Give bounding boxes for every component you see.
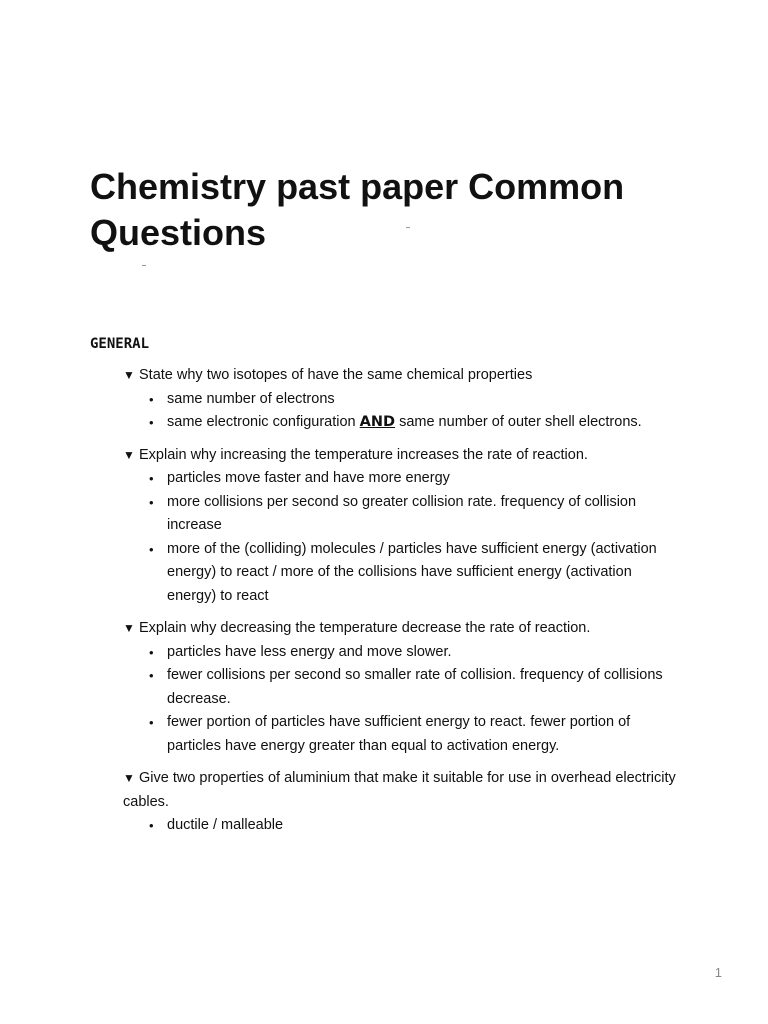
answer-text: more of the (colliding) molecules / particles have sufficient energy (activation energy) to react / more of the collisions have sufficient energy (activation energy) to react xyxy=(167,540,657,604)
answer-list xyxy=(0,641,768,759)
answer-text: particles have less energy and move slower. xyxy=(167,643,452,660)
answer-item xyxy=(149,664,678,711)
answer-item xyxy=(149,491,678,538)
triangle-down-icon: ▼ xyxy=(123,771,135,785)
question-text: Give two properties of aluminium that make it suitable for use in overhead electricity cables. xyxy=(123,770,676,810)
answer-text: same number of electrons xyxy=(167,390,335,407)
triangle-down-icon: ▼ xyxy=(123,368,135,382)
question-text: Explain why increasing the temperature increases the rate of reaction. xyxy=(139,446,588,463)
question-item xyxy=(123,767,678,814)
bullet-icon: • xyxy=(149,715,154,730)
answer-list xyxy=(0,388,768,435)
question-text: Explain why decreasing the temperature decrease the rate of reaction. xyxy=(139,620,591,636)
answer-item xyxy=(149,467,678,491)
answer-text: same electronic configuration xyxy=(167,414,360,430)
answer-text: particles move faster and have more energy xyxy=(167,470,450,486)
answer-item xyxy=(149,538,678,609)
answer-item xyxy=(149,641,678,665)
answer-item xyxy=(149,388,678,412)
keyword-and: AND xyxy=(359,414,396,430)
scan-speck xyxy=(142,265,146,266)
bullet-icon: • xyxy=(149,668,154,683)
bullet-icon: • xyxy=(149,644,154,660)
answer-text: fewer portion of particles have sufficient energy to react. fewer portion of particles have energy greater than equal to activation energy. xyxy=(167,714,631,754)
triangle-down-icon: ▼ xyxy=(123,621,135,635)
question-item xyxy=(123,364,678,388)
question-item xyxy=(123,444,678,468)
answer-list xyxy=(0,814,768,838)
answer-text: more collisions per second so greater collision rate. frequency of collision increase xyxy=(167,493,637,533)
answer-item xyxy=(149,411,678,435)
question-text: State why two isotopes of have the same chemical properties xyxy=(139,367,533,383)
question-item xyxy=(123,617,678,641)
bullet-icon: • xyxy=(149,471,154,486)
bullet-icon: • xyxy=(149,415,154,430)
section-heading: GENERAL xyxy=(90,336,150,352)
scan-speck xyxy=(406,227,410,228)
answer-item xyxy=(149,814,678,838)
bullet-icon: • xyxy=(149,494,154,510)
qa-content xyxy=(0,364,768,838)
answer-text: ductile / malleable xyxy=(167,817,284,833)
answer-text: same number of outer shell electrons. xyxy=(395,414,642,430)
triangle-down-icon: ▼ xyxy=(123,447,135,462)
answer-list xyxy=(0,467,768,608)
answer-text: fewer collisions per second so smaller rate of collision. frequency of collisions decrease. xyxy=(167,667,663,707)
bullet-icon: • xyxy=(149,391,154,407)
bullet-icon: • xyxy=(149,541,154,557)
answer-item xyxy=(149,711,678,758)
bullet-icon: • xyxy=(149,818,154,833)
page-title: Chemistry past paper Common Questions xyxy=(90,166,625,253)
page-number: 1 xyxy=(714,965,722,980)
